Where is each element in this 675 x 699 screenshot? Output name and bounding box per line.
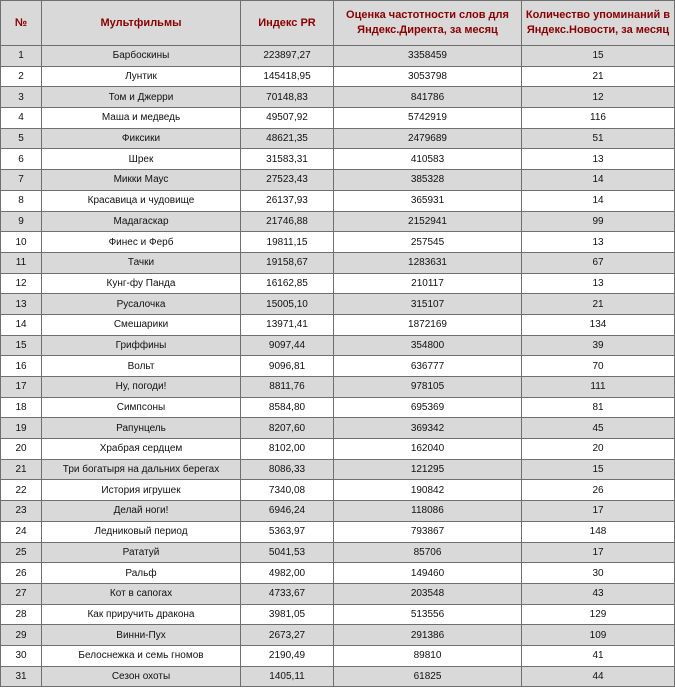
cartoon-name: Три богатыря на дальних берегах: [42, 459, 241, 480]
news-mentions: 21: [522, 294, 675, 315]
row-number: 18: [1, 397, 42, 418]
direct-frequency: 121295: [334, 459, 522, 480]
row-number: 27: [1, 583, 42, 604]
direct-frequency: 203548: [334, 583, 522, 604]
news-mentions: 21: [522, 66, 675, 87]
direct-frequency: 315107: [334, 294, 522, 315]
news-mentions: 14: [522, 170, 675, 191]
direct-frequency: 369342: [334, 418, 522, 439]
table-row: [1, 314, 675, 335]
row-number: 7: [1, 170, 42, 191]
pr-index: 5041,53: [241, 542, 334, 563]
header-number: №: [1, 1, 42, 46]
row-number: 5: [1, 128, 42, 149]
news-mentions: 81: [522, 397, 675, 418]
pr-index: 13971,41: [241, 314, 334, 335]
cartoon-name: Красавица и чудовище: [42, 190, 241, 211]
direct-frequency: 636777: [334, 356, 522, 377]
row-number: 24: [1, 521, 42, 542]
cartoon-name: Русалочка: [42, 294, 241, 315]
direct-frequency: 365931: [334, 190, 522, 211]
row-number: 11: [1, 252, 42, 273]
news-mentions: 17: [522, 501, 675, 522]
direct-frequency: 841786: [334, 87, 522, 108]
table-row: [1, 583, 675, 604]
pr-index: 27523,43: [241, 170, 334, 191]
pr-index: 19811,15: [241, 232, 334, 253]
pr-index: 1405,11: [241, 666, 334, 687]
cartoon-name: Ледниковый период: [42, 521, 241, 542]
news-mentions: 13: [522, 273, 675, 294]
table-row: [1, 542, 675, 563]
table-row: [1, 294, 675, 315]
row-number: 16: [1, 356, 42, 377]
pr-index: 8086,33: [241, 459, 334, 480]
table-row: [1, 87, 675, 108]
direct-frequency: 210117: [334, 273, 522, 294]
row-number: 17: [1, 377, 42, 398]
direct-frequency: 2479689: [334, 128, 522, 149]
table-row: [1, 149, 675, 170]
direct-frequency: 257545: [334, 232, 522, 253]
pr-index: 3981,05: [241, 604, 334, 625]
pr-index: 2673,27: [241, 625, 334, 646]
news-mentions: 148: [522, 521, 675, 542]
cartoon-name: Вольт: [42, 356, 241, 377]
cartoon-name: Микки Маус: [42, 170, 241, 191]
pr-index: 9097,44: [241, 335, 334, 356]
cartoon-name: Делай ноги!: [42, 501, 241, 522]
table-row: [1, 418, 675, 439]
row-number: 21: [1, 459, 42, 480]
direct-frequency: 190842: [334, 480, 522, 501]
pr-index: 48621,35: [241, 128, 334, 149]
cartoon-name: Барбоскины: [42, 46, 241, 67]
pr-index: 7340,08: [241, 480, 334, 501]
table-row: [1, 397, 675, 418]
pr-index: 4982,00: [241, 563, 334, 584]
table-row: [1, 521, 675, 542]
cartoon-name: Ну, погоди!: [42, 377, 241, 398]
cartoon-name: Винни-Пух: [42, 625, 241, 646]
news-mentions: 26: [522, 480, 675, 501]
table-row: [1, 108, 675, 129]
table-row: [1, 604, 675, 625]
direct-frequency: 3053798: [334, 66, 522, 87]
row-number: 26: [1, 563, 42, 584]
cartoon-name: Том и Джерри: [42, 87, 241, 108]
row-number: 10: [1, 232, 42, 253]
row-number: 20: [1, 439, 42, 460]
news-mentions: 39: [522, 335, 675, 356]
pr-index: 5363,97: [241, 521, 334, 542]
direct-frequency: 2152941: [334, 211, 522, 232]
direct-frequency: 85706: [334, 542, 522, 563]
pr-index: 4733,67: [241, 583, 334, 604]
row-number: 28: [1, 604, 42, 625]
row-number: 31: [1, 666, 42, 687]
news-mentions: 111: [522, 377, 675, 398]
cartoon-name: Белоснежка и семь гномов: [42, 645, 241, 666]
cartoon-name: Маша и медведь: [42, 108, 241, 129]
direct-frequency: 118086: [334, 501, 522, 522]
pr-index: 26137,93: [241, 190, 334, 211]
news-mentions: 13: [522, 149, 675, 170]
direct-frequency: 513556: [334, 604, 522, 625]
pr-index: 9096,81: [241, 356, 334, 377]
cartoon-name: Тачки: [42, 252, 241, 273]
pr-index: 21746,88: [241, 211, 334, 232]
cartoon-name: Рататуй: [42, 542, 241, 563]
news-mentions: 134: [522, 314, 675, 335]
table-row: [1, 480, 675, 501]
direct-frequency: 89810: [334, 645, 522, 666]
row-number: 30: [1, 645, 42, 666]
pr-index: 70148,83: [241, 87, 334, 108]
header-news-mentions: Количество упоминаний в Яндекс.Новости, за месяц: [522, 1, 675, 46]
pr-index: 19158,67: [241, 252, 334, 273]
news-mentions: 44: [522, 666, 675, 687]
table-row: [1, 128, 675, 149]
news-mentions: 20: [522, 439, 675, 460]
direct-frequency: 793867: [334, 521, 522, 542]
direct-frequency: 695369: [334, 397, 522, 418]
row-number: 13: [1, 294, 42, 315]
table-body: [1, 46, 675, 687]
row-number: 25: [1, 542, 42, 563]
news-mentions: 45: [522, 418, 675, 439]
table-row: [1, 232, 675, 253]
table-row: [1, 335, 675, 356]
table-row: [1, 625, 675, 646]
table-row: [1, 377, 675, 398]
cartoon-name: Смешарики: [42, 314, 241, 335]
pr-index: 8811,76: [241, 377, 334, 398]
row-number: 15: [1, 335, 42, 356]
cartoon-name: Шрек: [42, 149, 241, 170]
pr-index: 145418,95: [241, 66, 334, 87]
table-row: [1, 170, 675, 191]
row-number: 9: [1, 211, 42, 232]
row-number: 3: [1, 87, 42, 108]
table-row: [1, 439, 675, 460]
row-number: 4: [1, 108, 42, 129]
cartoon-name: История игрушек: [42, 480, 241, 501]
row-number: 23: [1, 501, 42, 522]
news-mentions: 129: [522, 604, 675, 625]
news-mentions: 41: [522, 645, 675, 666]
cartoon-name: Кунг-фу Панда: [42, 273, 241, 294]
news-mentions: 67: [522, 252, 675, 273]
cartoon-name: Как приручить дракона: [42, 604, 241, 625]
row-number: 1: [1, 46, 42, 67]
news-mentions: 17: [522, 542, 675, 563]
table-header: [1, 1, 675, 46]
pr-index: 6946,24: [241, 501, 334, 522]
direct-frequency: 149460: [334, 563, 522, 584]
direct-frequency: 291386: [334, 625, 522, 646]
pr-index: 8102,00: [241, 439, 334, 460]
row-number: 6: [1, 149, 42, 170]
cartoon-name: Ральф: [42, 563, 241, 584]
direct-frequency: 978105: [334, 377, 522, 398]
pr-index: 49507,92: [241, 108, 334, 129]
table-row: [1, 356, 675, 377]
news-mentions: 15: [522, 459, 675, 480]
pr-index: 16162,85: [241, 273, 334, 294]
header-direct-frequency: Оценка частотности слов для Яндекс.Директа, за месяц: [334, 1, 522, 46]
cartoon-name: Мадагаскар: [42, 211, 241, 232]
table-row: [1, 252, 675, 273]
cartoon-name: Рапунцель: [42, 418, 241, 439]
pr-index: 8584,80: [241, 397, 334, 418]
table-row: [1, 66, 675, 87]
table-row: [1, 190, 675, 211]
pr-index: 31583,31: [241, 149, 334, 170]
row-number: 29: [1, 625, 42, 646]
cartoon-name: Фиксики: [42, 128, 241, 149]
direct-frequency: 1872169: [334, 314, 522, 335]
pr-index: 2190,49: [241, 645, 334, 666]
news-mentions: 14: [522, 190, 675, 211]
header-pr-index: Индекс PR: [241, 1, 334, 46]
news-mentions: 30: [522, 563, 675, 584]
cartoon-name: Лунтик: [42, 66, 241, 87]
row-number: 14: [1, 314, 42, 335]
row-number: 12: [1, 273, 42, 294]
direct-frequency: 61825: [334, 666, 522, 687]
pr-index: 8207,60: [241, 418, 334, 439]
table-row: [1, 211, 675, 232]
direct-frequency: 1283631: [334, 252, 522, 273]
news-mentions: 12: [522, 87, 675, 108]
news-mentions: 51: [522, 128, 675, 149]
header-row: [1, 1, 675, 46]
row-number: 22: [1, 480, 42, 501]
news-mentions: 116: [522, 108, 675, 129]
pr-index: 223897,27: [241, 46, 334, 67]
news-mentions: 109: [522, 625, 675, 646]
direct-frequency: 385328: [334, 170, 522, 191]
row-number: 8: [1, 190, 42, 211]
cartoon-name: Финес и Ферб: [42, 232, 241, 253]
table-row: [1, 645, 675, 666]
news-mentions: 43: [522, 583, 675, 604]
cartoon-name: Сезон охоты: [42, 666, 241, 687]
direct-frequency: 354800: [334, 335, 522, 356]
cartoon-name: Симпсоны: [42, 397, 241, 418]
cartoon-name: Кот в сапогах: [42, 583, 241, 604]
table-row: [1, 273, 675, 294]
direct-frequency: 410583: [334, 149, 522, 170]
cartoon-name: Храбрая сердцем: [42, 439, 241, 460]
table-row: [1, 46, 675, 67]
cartoon-name: Гриффины: [42, 335, 241, 356]
pr-index: 15005,10: [241, 294, 334, 315]
news-mentions: 13: [522, 232, 675, 253]
table-row: [1, 459, 675, 480]
direct-frequency: 162040: [334, 439, 522, 460]
row-number: 2: [1, 66, 42, 87]
table-row: [1, 563, 675, 584]
direct-frequency: 5742919: [334, 108, 522, 129]
news-mentions: 15: [522, 46, 675, 67]
direct-frequency: 3358459: [334, 46, 522, 67]
news-mentions: 70: [522, 356, 675, 377]
header-cartoon: Мультфильмы: [42, 1, 241, 46]
table-row: [1, 501, 675, 522]
table-row: [1, 666, 675, 687]
news-mentions: 99: [522, 211, 675, 232]
row-number: 19: [1, 418, 42, 439]
